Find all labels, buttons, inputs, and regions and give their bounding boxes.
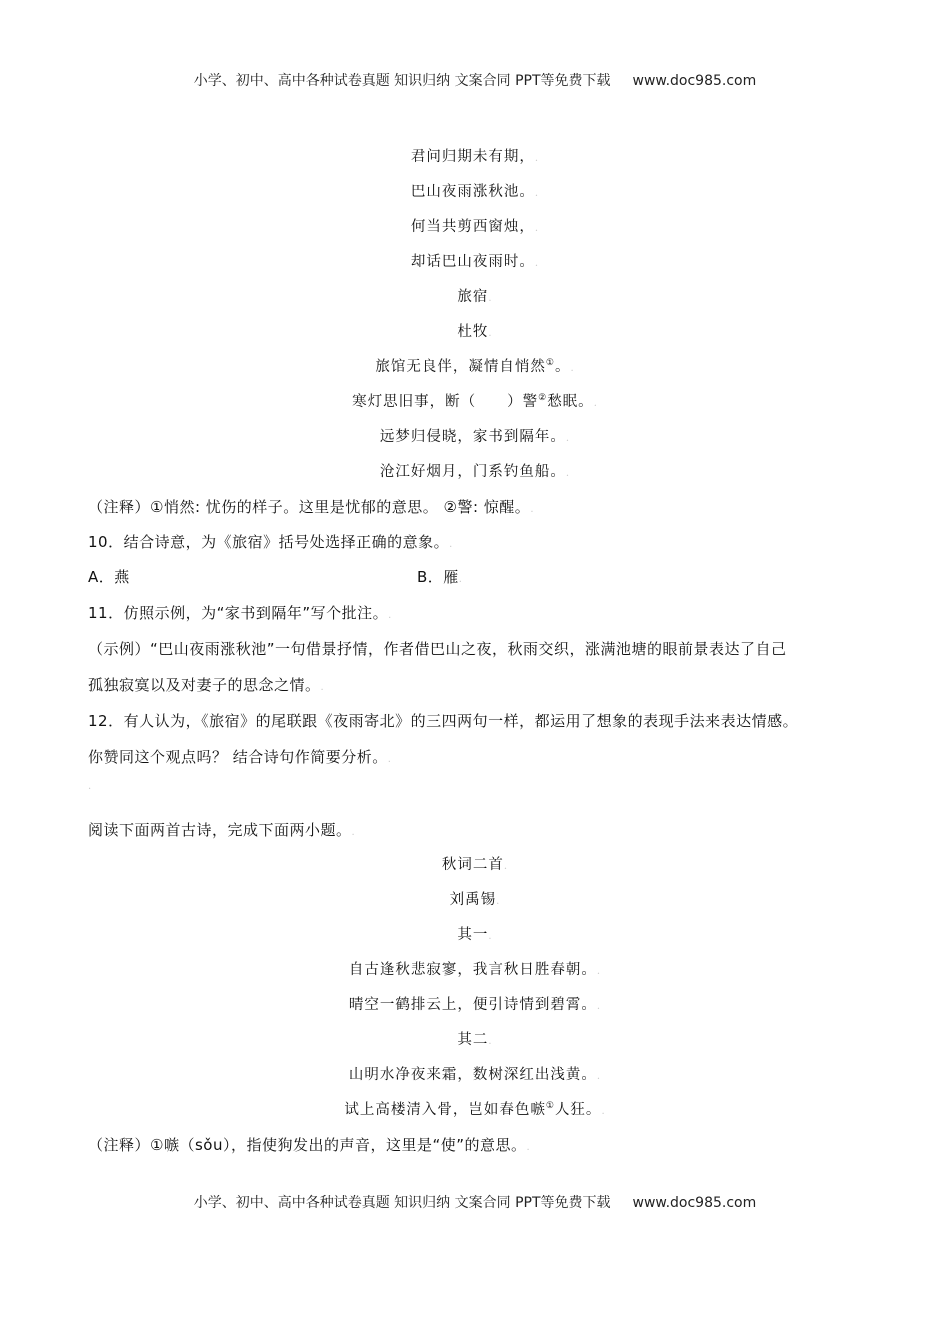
poem2-title: 旅宿. [457, 289, 493, 305]
poem1-line-3: 何当共剪西窗烛，. [410, 219, 540, 235]
section2-intro: 阅读下面两首古诗，完成下面两小题。. [88, 821, 356, 839]
poem2-author: 杜牧. [457, 324, 493, 340]
question-10-options [88, 567, 588, 587]
section2-author: 刘禹锡. [449, 892, 501, 908]
poem2-line-4: 沧江好烟月，门系钓鱼船。. [379, 464, 571, 480]
question-11: 11．仿照示例，为“家书到隔年”写个批注。. [88, 604, 392, 622]
question-11-example-line-1: （示例）“巴山夜雨涨秋池”一句借景抒情，作者借巴山之夜，秋雨交织，涨满池塘的眼前景表达了自己 [88, 640, 787, 658]
question-11-example-line-2: 孤独寂寞以及对妻子的思念之情。. [88, 676, 325, 694]
page-header [0, 70, 950, 90]
section2-note: （注释）①嗾（sǒu），指使狗发出的声音，这里是“使”的意思。. [88, 1136, 531, 1154]
poem2-line-3: 远梦归侵晓，家书到隔年。. [379, 429, 571, 445]
question-12-line-2: 你赞同这个观点吗？ 结合诗句作简要分析。. [88, 748, 392, 766]
section2-part1-label: 其一. [457, 927, 493, 943]
header-text: 小学、初中、高中各种试卷真题 知识归纳 文案合同 PPT等免费下载 [193, 73, 611, 89]
poem2-line-1: 旅馆无良伴，凝情自悄然①。. [375, 358, 575, 375]
poem1-line-2: 巴山夜雨涨秋池。. [410, 184, 540, 200]
header-site-link[interactable]: www.doc985.com [632, 73, 757, 89]
section2-part2-line-1: 山明水净夜来霜，数树深红出浅黄。. [348, 1067, 602, 1083]
section2-part1-line-1: 自古逢秋悲寂寥，我言秋日胜春朝。. [348, 962, 602, 978]
section2-part1-line-2: 晴空一鹤排云上，便引诗情到碧霄。. [348, 997, 602, 1013]
section2-title: 秋词二首. [441, 857, 509, 873]
poem2-line-2: 寒灯思旧事，断（ ）警②愁眠。. [352, 393, 598, 410]
option-b: B．雁. [417, 568, 463, 586]
footer-site-link[interactable]: www.doc985.com [632, 1195, 757, 1211]
page-footer [0, 1192, 950, 1212]
question-10: 10．结合诗意，为《旅宿》括号处选择正确的意象。. [88, 533, 453, 551]
question-12-line-1: 12．有人认为，《旅宿》的尾联跟《夜雨寄北》的三四两句一样，都运用了想象的表现手法来表达情感。 [88, 712, 799, 730]
section2-part2-label: 其二. [457, 1032, 493, 1048]
poem1-line-1: 君问归期未有期，. [410, 149, 540, 165]
poem2-note: （注释）①悄然: 忧伤的样子。这里是忧郁的意思。 ②警: 惊醒。. [88, 498, 534, 516]
option-a: A．燕 [88, 568, 130, 586]
poem1-line-4: 却话巴山夜雨时。. [410, 254, 540, 270]
footer-text: 小学、初中、高中各种试卷真题 知识归纳 文案合同 PPT等免费下载 [193, 1195, 611, 1211]
section2-part2-line-2: 试上高楼清入骨，岂如春色嗾①人狂。. [344, 1101, 606, 1118]
blank-answer-marker: . [88, 781, 92, 792]
